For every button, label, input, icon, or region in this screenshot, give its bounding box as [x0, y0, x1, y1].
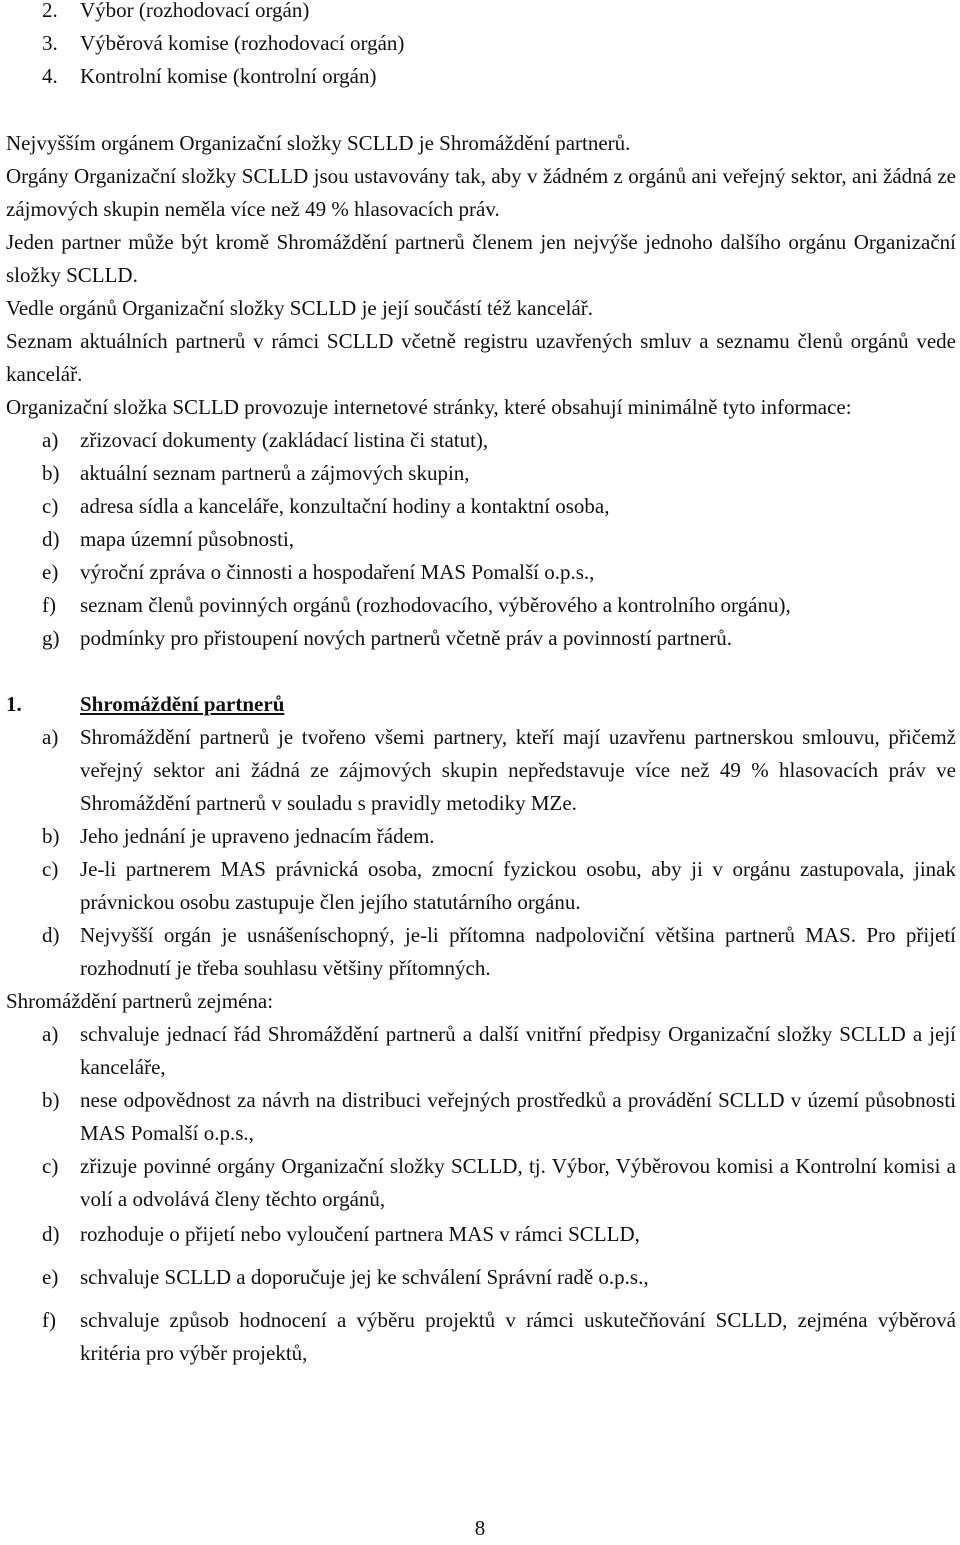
list-marker: 4. [42, 64, 58, 88]
list-marker: a) [42, 1022, 59, 1046]
list-marker: c) [42, 857, 59, 881]
list-item-text: adresa sídla a kanceláře, konzultační hodiny a kontaktní osoba, [80, 494, 610, 518]
paragraph-membership-limit: Jeden partner může být kromě Shromáždění partnerů členem jen nejvýše jednoho dalšího orgánu Organizační složky SCLLD. [6, 230, 956, 287]
list-item-text: aktuální seznam partnerů a zájmových skupin, [80, 461, 470, 485]
list-marker: d) [42, 527, 60, 551]
list-marker: a) [42, 725, 59, 749]
list-marker: f) [42, 1308, 56, 1332]
list-marker: c) [42, 494, 59, 518]
list-item-text: seznam členů povinných orgánů (rozhodovacího, výběrového a kontrolního orgánu), [80, 593, 791, 617]
section-items-list [6, 721, 956, 985]
list-marker: b) [42, 824, 60, 848]
list-item [6, 556, 956, 589]
paragraph-office: Vedle orgánů Organizační složky SCLLD je její součástí též kancelář. [6, 296, 594, 320]
list-item-text: zřizuje povinné orgány Organizační složky SCLLD, tj. Výbor, Výběrovou komisi a Kontrolní komisi a volí a odvolává členy těchto orgánů, [80, 1154, 956, 1211]
paragraph-bodies-composition: Orgány Organizační složky SCLLD jsou ustavovány tak, aby v žádném z orgánů ani veřejný sektor, ani žádná ze zájmových skupin neměla více než 49 % hlasovacích práv. [6, 164, 956, 221]
section-title: Shromáždění partnerů [80, 692, 285, 716]
list-item [6, 1218, 956, 1251]
section-heading [6, 688, 956, 721]
list-item [6, 0, 956, 27]
list-item [6, 60, 956, 93]
list-item-text: Shromáždění partnerů je tvořeno všemi partnery, kteří mají uzavřenu partnerskou smlouvu, přičemž veřejný sektor ani žádná ze zájmových skupin nepředstavuje více než 49 % hlasovacích práv ve Shromáždění partnerů v souladu s pravidly metodiky MZe. [80, 725, 956, 815]
list-item [6, 424, 956, 457]
list-item [6, 27, 956, 60]
list-item-text: Je-li partnerem MAS právnická osoba, zmocní fyzickou osobu, aby ji v orgánu zastupovala, jinak právnickou osobu zastupuje člen jejího statutárního orgánu. [80, 857, 956, 914]
list-item-text: nese odpovědnost za návrh na distribuci veřejných prostředků a provádění SCLLD v území působnosti MAS Pomalší o.p.s., [80, 1088, 956, 1145]
list-item [6, 721, 956, 820]
list-marker: b) [42, 1088, 60, 1112]
list-marker: a) [42, 428, 59, 452]
list-marker: f) [42, 593, 56, 617]
list-item-text: Nejvyšší orgán je usnášeníschopný, je-li přítomna nadpoloviční většina partnerů MAS. Pro přijetí rozhodnutí je třeba souhlasu většiny přítomných. [80, 923, 956, 980]
document-page [6, 0, 956, 1370]
list-item [6, 589, 956, 622]
list-item-text: Výbor (rozhodovací orgán) [80, 0, 310, 22]
list-item [6, 820, 956, 853]
paragraph-website: Organizační složka SCLLD provozuje internetové stránky, které obsahují minimálně tyto informace: [6, 395, 852, 419]
list-item [6, 1084, 956, 1150]
list-item-text: schvaluje SCLLD a doporučuje jej ke schválení Správní radě o.p.s., [80, 1265, 649, 1289]
list-item [6, 1304, 956, 1370]
list-item-text: podmínky pro přistoupení nových partnerů včetně práv a povinností partnerů. [80, 626, 733, 650]
list-marker: g) [42, 626, 60, 650]
list-marker: 2. [42, 0, 58, 22]
list-item-text: Kontrolní komise (kontrolní orgán) [80, 64, 377, 88]
list-item-text: zřizovací dokumenty (zakládací listina či statut), [80, 428, 489, 452]
duties-intro: Shromáždění partnerů zejména: [6, 989, 274, 1013]
list-item [6, 457, 956, 490]
top-list [6, 0, 956, 93]
list-marker: 3. [42, 31, 58, 55]
list-item-text: Jeho jednání je upraveno jednacím řádem. [80, 824, 435, 848]
list-item-text: mapa územní působnosti, [80, 527, 295, 551]
list-item-text: výroční zpráva o činnosti a hospodaření MAS Pomalší o.p.s., [80, 560, 595, 584]
list-item [6, 1018, 956, 1084]
list-item [6, 523, 956, 556]
website-info-list [6, 424, 956, 655]
list-marker: c) [42, 1154, 59, 1178]
page-number: 8 [474, 1516, 486, 1540]
list-marker: d) [42, 1222, 60, 1246]
list-item [6, 490, 956, 523]
list-item-text: Výběrová komise (rozhodovací orgán) [80, 31, 405, 55]
list-item [6, 622, 956, 655]
list-item [6, 919, 956, 985]
list-item-text: schvaluje jednací řád Shromáždění partnerů a další vnitřní předpisy Organizační složky SCLLD a její kanceláře, [80, 1022, 956, 1079]
list-marker: e) [42, 1265, 59, 1289]
list-item-text: schvaluje způsob hodnocení a výběru projektů v rámci uskutečňování SCLLD, zejména výběrová kritéria pro výběr projektů, [80, 1308, 956, 1365]
list-marker: e) [42, 560, 59, 584]
paragraph-supreme-body: Nejvyšším orgánem Organizační složky SCLLD je Shromáždění partnerů. [6, 131, 631, 155]
duties-list [6, 1018, 956, 1370]
list-item [6, 1150, 956, 1216]
list-marker: b) [42, 461, 60, 485]
list-item [6, 853, 956, 919]
list-item [6, 1261, 956, 1294]
list-item-text: rozhoduje o přijetí nebo vyloučení partnera MAS v rámci SCLLD, [80, 1222, 640, 1246]
paragraph-partner-list: Seznam aktuálních partnerů v rámci SCLLD včetně registru uzavřených smluv a seznamu členů orgánů vede kancelář. [6, 329, 956, 386]
section-number: 1. [6, 692, 22, 716]
list-marker: d) [42, 923, 60, 947]
